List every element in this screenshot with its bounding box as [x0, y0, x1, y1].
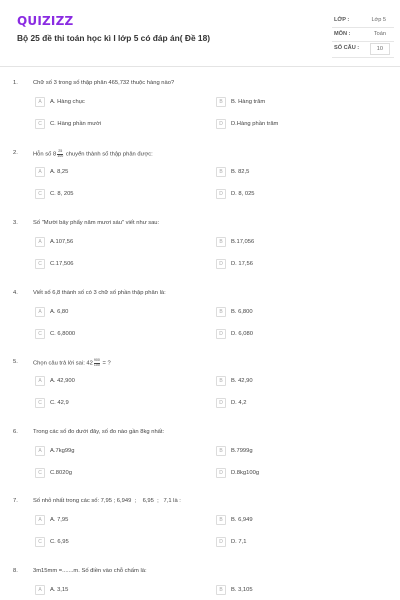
meta-row-question-count — [332, 42, 394, 58]
option-text: D. 17,56 — [231, 261, 253, 267]
option-text: B.17,056 — [231, 239, 255, 245]
option-text: B. 42,90 — [231, 378, 253, 384]
meta-box — [332, 14, 394, 58]
meta-label: MÔN : — [334, 31, 351, 37]
option-letter: B — [216, 515, 226, 525]
option-letter: C — [35, 259, 45, 269]
option-letter: B — [216, 97, 226, 107]
option-text: A. 3,15 — [50, 587, 69, 593]
option-text: D. 4,2 — [231, 400, 247, 406]
option-text: D. 8, 025 — [231, 191, 255, 197]
question-7 — [0, 498, 400, 568]
option-letter: B — [216, 446, 226, 456]
question-text: Viết số 6,8 thành số có 3 chữ số phần thập phân là: — [33, 290, 166, 296]
option-text: A. Hàng chục — [50, 99, 85, 105]
option-text: D. 7,1 — [231, 539, 247, 545]
option-letter: A — [35, 585, 45, 595]
question-text-before: Hỗn số 8 — [33, 151, 57, 158]
option-letter: A — [35, 515, 45, 525]
fraction-numerator: 900 — [93, 358, 100, 362]
question-5 — [0, 359, 400, 429]
question-text-after: chuyển thành số thập phân được: — [65, 151, 153, 158]
option-letter: A — [35, 97, 45, 107]
question-text: Chữ số 3 trong số thập phân 465,732 thuộc hàng nào? — [33, 80, 175, 86]
option-letter: D — [216, 259, 226, 269]
option-letter: B — [216, 237, 226, 247]
option-letter: A — [35, 376, 45, 386]
option-letter: A — [35, 307, 45, 317]
option-letter: D — [216, 398, 226, 408]
option-text: B.7999g — [231, 448, 253, 454]
option-letter: C — [35, 398, 45, 408]
question-number: 8. — [13, 568, 18, 574]
option-letter: D — [216, 468, 226, 478]
option-text: C. 8, 205 — [50, 191, 74, 197]
option-text: C. 6,95 — [50, 539, 69, 545]
option-letter: D — [216, 119, 226, 129]
fraction-denominator: 100 — [93, 362, 100, 367]
option-text: A.7kg99g — [50, 448, 75, 454]
option-letter: C — [35, 119, 45, 129]
meta-value: 10 — [370, 43, 390, 55]
option-text: C.8020g — [50, 470, 72, 476]
option-text: A. 7,95 — [50, 517, 69, 523]
meta-row-subject — [332, 28, 394, 42]
question-number: 5. — [13, 359, 18, 365]
question-number: 2. — [13, 150, 18, 156]
question-text: Số "Mười bảy phẩy năm mươi sáu" viết như sau: — [33, 220, 160, 226]
meta-label: LỚP : — [334, 17, 350, 23]
question-text: Trong các số đo dưới đây, số đo nào gần 8kg nhất: — [33, 429, 165, 435]
option-text: A. 8,25 — [50, 169, 69, 175]
option-letter: A — [35, 167, 45, 177]
option-text: C. 6,8000 — [50, 331, 76, 337]
question-3 — [0, 220, 400, 290]
meta-value: Lớp 5 — [371, 17, 386, 23]
question-text-after: = ? — [102, 360, 111, 367]
option-letter: D — [216, 329, 226, 339]
option-letter: A — [35, 446, 45, 456]
option-text: B. 6,949 — [231, 517, 253, 523]
meta-label: SỐ CÂU : — [334, 45, 360, 51]
question-number: 3. — [13, 220, 18, 226]
option-text: D. 6,080 — [231, 331, 253, 337]
option-text: B. 3,105 — [231, 587, 253, 593]
question-number: 1. — [13, 80, 18, 86]
option-text: B. 6,800 — [231, 309, 253, 315]
question-text — [33, 150, 153, 158]
option-text: D.Hàng phần trăm — [231, 121, 279, 127]
option-text: D.8kg100g — [231, 470, 260, 476]
option-text: C. Hàng phần mười — [50, 121, 102, 127]
option-text: A.107,56 — [50, 239, 74, 245]
fraction-numerator: 25 — [58, 149, 63, 153]
question-number: 6. — [13, 429, 18, 435]
option-text: C.17,506 — [50, 261, 74, 267]
option-letter: B — [216, 376, 226, 386]
question-text: Số nhỏ nhất trong các số: 7,95 ; 6,949 ; 6,95 ; 7,1 là : — [33, 498, 181, 504]
option-letter: C — [35, 468, 45, 478]
option-text: C. 42,9 — [50, 400, 69, 406]
option-letter: B — [216, 167, 226, 177]
option-text: A. 6,80 — [50, 309, 69, 315]
question-number: 4. — [13, 290, 18, 296]
meta-row-grade — [332, 14, 394, 28]
option-text: B. Hàng trăm — [231, 99, 266, 105]
question-2 — [0, 150, 400, 220]
fraction — [94, 359, 100, 367]
question-text: 3m15mm =.......m. Số điền vào chỗ chấm là: — [33, 568, 147, 574]
question-4 — [0, 290, 400, 360]
question-text — [33, 359, 111, 367]
question-1 — [0, 80, 400, 150]
question-text-before: Chọn câu trả lời sai: 42 — [33, 360, 93, 367]
header-divider — [0, 66, 400, 67]
option-letter: C — [35, 329, 45, 339]
question-8 — [0, 568, 400, 600]
option-letter: A — [35, 237, 45, 247]
option-letter: B — [216, 585, 226, 595]
option-letter: C — [35, 537, 45, 547]
option-letter: B — [216, 307, 226, 317]
option-text: B. 82,5 — [231, 169, 250, 175]
meta-value: Toán — [373, 31, 386, 37]
question-6 — [0, 429, 400, 499]
fraction-denominator: 100 — [57, 153, 64, 158]
page-title: Bộ 25 đề thi toán học kì I lớp 5 có đáp án( Đề 18) — [17, 33, 211, 43]
option-text: A. 42,900 — [50, 378, 75, 384]
option-letter: D — [216, 189, 226, 199]
option-letter: D — [216, 537, 226, 547]
quizizz-logo[interactable]: QUIZIZZ — [17, 14, 74, 28]
fraction — [57, 150, 63, 158]
question-number: 7. — [13, 498, 18, 504]
option-letter: C — [35, 189, 45, 199]
